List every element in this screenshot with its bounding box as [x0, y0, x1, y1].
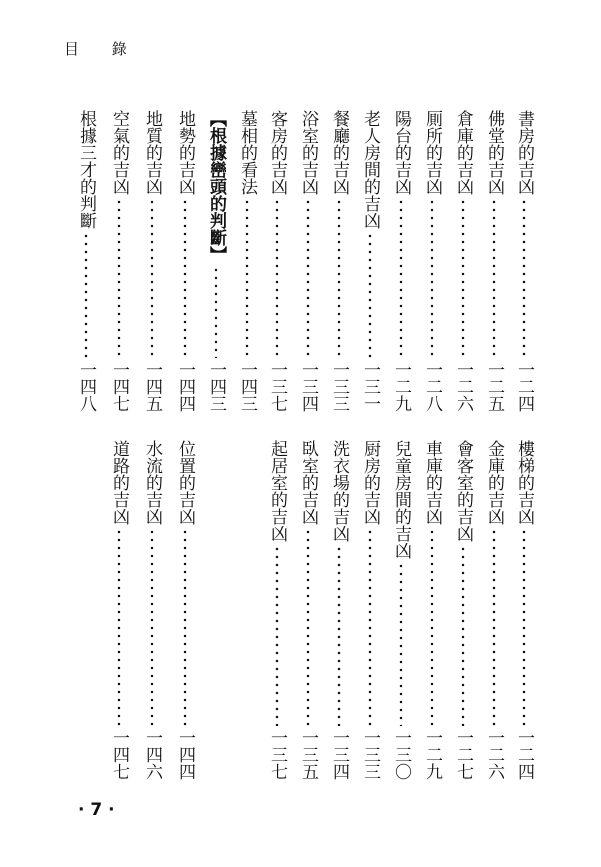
- entry-page-number: 一三七: [267, 729, 287, 780]
- entry-page-number: 一二六: [484, 729, 504, 780]
- toc-entry: [359, 440, 381, 780]
- entry-page-number: 一二五: [484, 361, 504, 412]
- toc-entry: [174, 440, 196, 780]
- toc-entry: [108, 440, 130, 780]
- toc-entry: [174, 110, 196, 412]
- entry-title: 兒童房間的吉凶: [391, 440, 411, 559]
- toc-entry: [421, 110, 443, 412]
- entry-page-number: 一四八: [76, 361, 96, 412]
- dot-leader: [117, 198, 121, 358]
- entry-page-number: 一四三: [206, 361, 226, 412]
- dot-leader: [368, 232, 372, 358]
- toc-entry: [483, 110, 505, 412]
- toc-entry: [452, 110, 474, 412]
- dot-leader: [461, 545, 465, 726]
- toc-entry: [297, 440, 319, 780]
- entry-title: 【根據巒頭的判斷】: [206, 110, 226, 263]
- dot-leader: [275, 545, 279, 726]
- entry-title: 臥室的吉凶: [298, 440, 318, 525]
- entry-title: 水流的吉凶: [142, 440, 162, 525]
- entry-title: 老人房間的吉凶: [360, 110, 380, 229]
- toc-entry: [141, 110, 163, 412]
- entry-page-number: 一四六: [142, 729, 162, 780]
- entry-title: 墓相的看法: [237, 110, 257, 195]
- toc-entry: [328, 110, 350, 412]
- toc-entry: [513, 440, 535, 780]
- entry-title: 會客室的吉凶: [453, 440, 473, 542]
- entry-title: 洗衣場的吉凶: [329, 440, 349, 542]
- toc-entry: [421, 440, 443, 780]
- toc-entry: [297, 110, 319, 412]
- entry-page-number: 一三一: [360, 361, 380, 412]
- dot-leader: [337, 198, 341, 358]
- entry-title: 餐廳的吉凶: [329, 110, 349, 195]
- entry-page-number: 一三三: [360, 729, 380, 780]
- entry-page-number: 一四七: [109, 729, 129, 780]
- entry-page-number: 一四四: [175, 729, 195, 780]
- entry-title: 金庫的吉凶: [484, 440, 504, 525]
- entry-title: 起居室的吉凶: [267, 440, 287, 542]
- entry-title: 佛堂的吉凶: [484, 110, 504, 195]
- entry-page-number: 一三四: [298, 361, 318, 412]
- dot-leader: [306, 528, 310, 726]
- dot-leader: [522, 528, 526, 726]
- toc-entry: [236, 110, 258, 412]
- toc-entry: [75, 110, 97, 412]
- entry-page-number: 一三四: [329, 729, 349, 780]
- toc-entry: [452, 440, 474, 780]
- entry-title: 根據三才的判斷: [76, 110, 96, 229]
- entry-title: 車庫的吉凶: [422, 440, 442, 525]
- entry-page-number: 一三〇: [391, 729, 411, 780]
- entry-page-number: 一三五: [298, 729, 318, 780]
- toc-entry: [359, 110, 381, 412]
- entry-title: 空氣的吉凶: [109, 110, 129, 195]
- page-number: · 7 ·: [78, 800, 115, 820]
- dot-leader: [183, 528, 187, 726]
- dot-leader: [245, 198, 249, 358]
- dot-leader: [84, 232, 88, 358]
- entry-page-number: 一二四: [514, 729, 534, 780]
- dot-leader: [183, 198, 187, 358]
- dot-leader: [461, 198, 465, 358]
- dot-leader: [306, 198, 310, 358]
- entry-page-number: 一四五: [142, 361, 162, 412]
- entry-title: 厠所的吉凶: [422, 110, 442, 195]
- entry-title: 書房的吉凶: [514, 110, 534, 195]
- entry-page-number: 一二四: [514, 361, 534, 412]
- entry-page-number: 一四七: [109, 361, 129, 412]
- dot-leader: [492, 198, 496, 358]
- toc-entry: [328, 440, 350, 780]
- toc-entry: [108, 110, 130, 412]
- toc-entry: [390, 440, 412, 780]
- entry-page-number: 一二九: [422, 729, 442, 780]
- entry-page-number: 一三三: [329, 361, 349, 412]
- dot-leader: [214, 266, 218, 358]
- entry-title: 厨房的吉凶: [360, 440, 380, 525]
- toc-entry: [266, 110, 288, 412]
- entry-title: 地勢的吉凶: [175, 110, 195, 195]
- entry-title: 樓梯的吉凶: [514, 440, 534, 525]
- dot-leader: [368, 528, 372, 726]
- dot-leader: [399, 198, 403, 358]
- toc-entry: [513, 110, 535, 412]
- dot-leader: [399, 562, 403, 726]
- entry-title: 道路的吉凶: [109, 440, 129, 525]
- dot-leader: [275, 198, 279, 358]
- entry-title: 地質的吉凶: [142, 110, 162, 195]
- entry-page-number: 一四四: [175, 361, 195, 412]
- toc-entry: [390, 110, 412, 412]
- entry-page-number: 一二七: [453, 729, 473, 780]
- toc-entry: [141, 440, 163, 780]
- entry-page-number: 一四三: [237, 361, 257, 412]
- dot-leader: [117, 528, 121, 726]
- page-header: 目 錄: [64, 40, 141, 58]
- dot-leader: [522, 198, 526, 358]
- dot-leader: [430, 528, 434, 726]
- entry-title: 位置的吉凶: [175, 440, 195, 525]
- dot-leader: [150, 198, 154, 358]
- entry-page-number: 一二六: [453, 361, 473, 412]
- toc-entry: [266, 440, 288, 780]
- entry-title: 客房的吉凶: [267, 110, 287, 195]
- dot-leader: [492, 528, 496, 726]
- entry-page-number: 一二九: [391, 361, 411, 412]
- dot-leader: [150, 528, 154, 726]
- dot-leader: [430, 198, 434, 358]
- dot-leader: [337, 545, 341, 726]
- entry-page-number: 一三七: [267, 361, 287, 412]
- entry-page-number: 一二八: [422, 361, 442, 412]
- toc-entry: [205, 110, 227, 412]
- entry-title: 浴室的吉凶: [298, 110, 318, 195]
- entry-title: 陽台的吉凶: [391, 110, 411, 195]
- toc-entry: [483, 440, 505, 780]
- entry-title: 倉庫的吉凶: [453, 110, 473, 195]
